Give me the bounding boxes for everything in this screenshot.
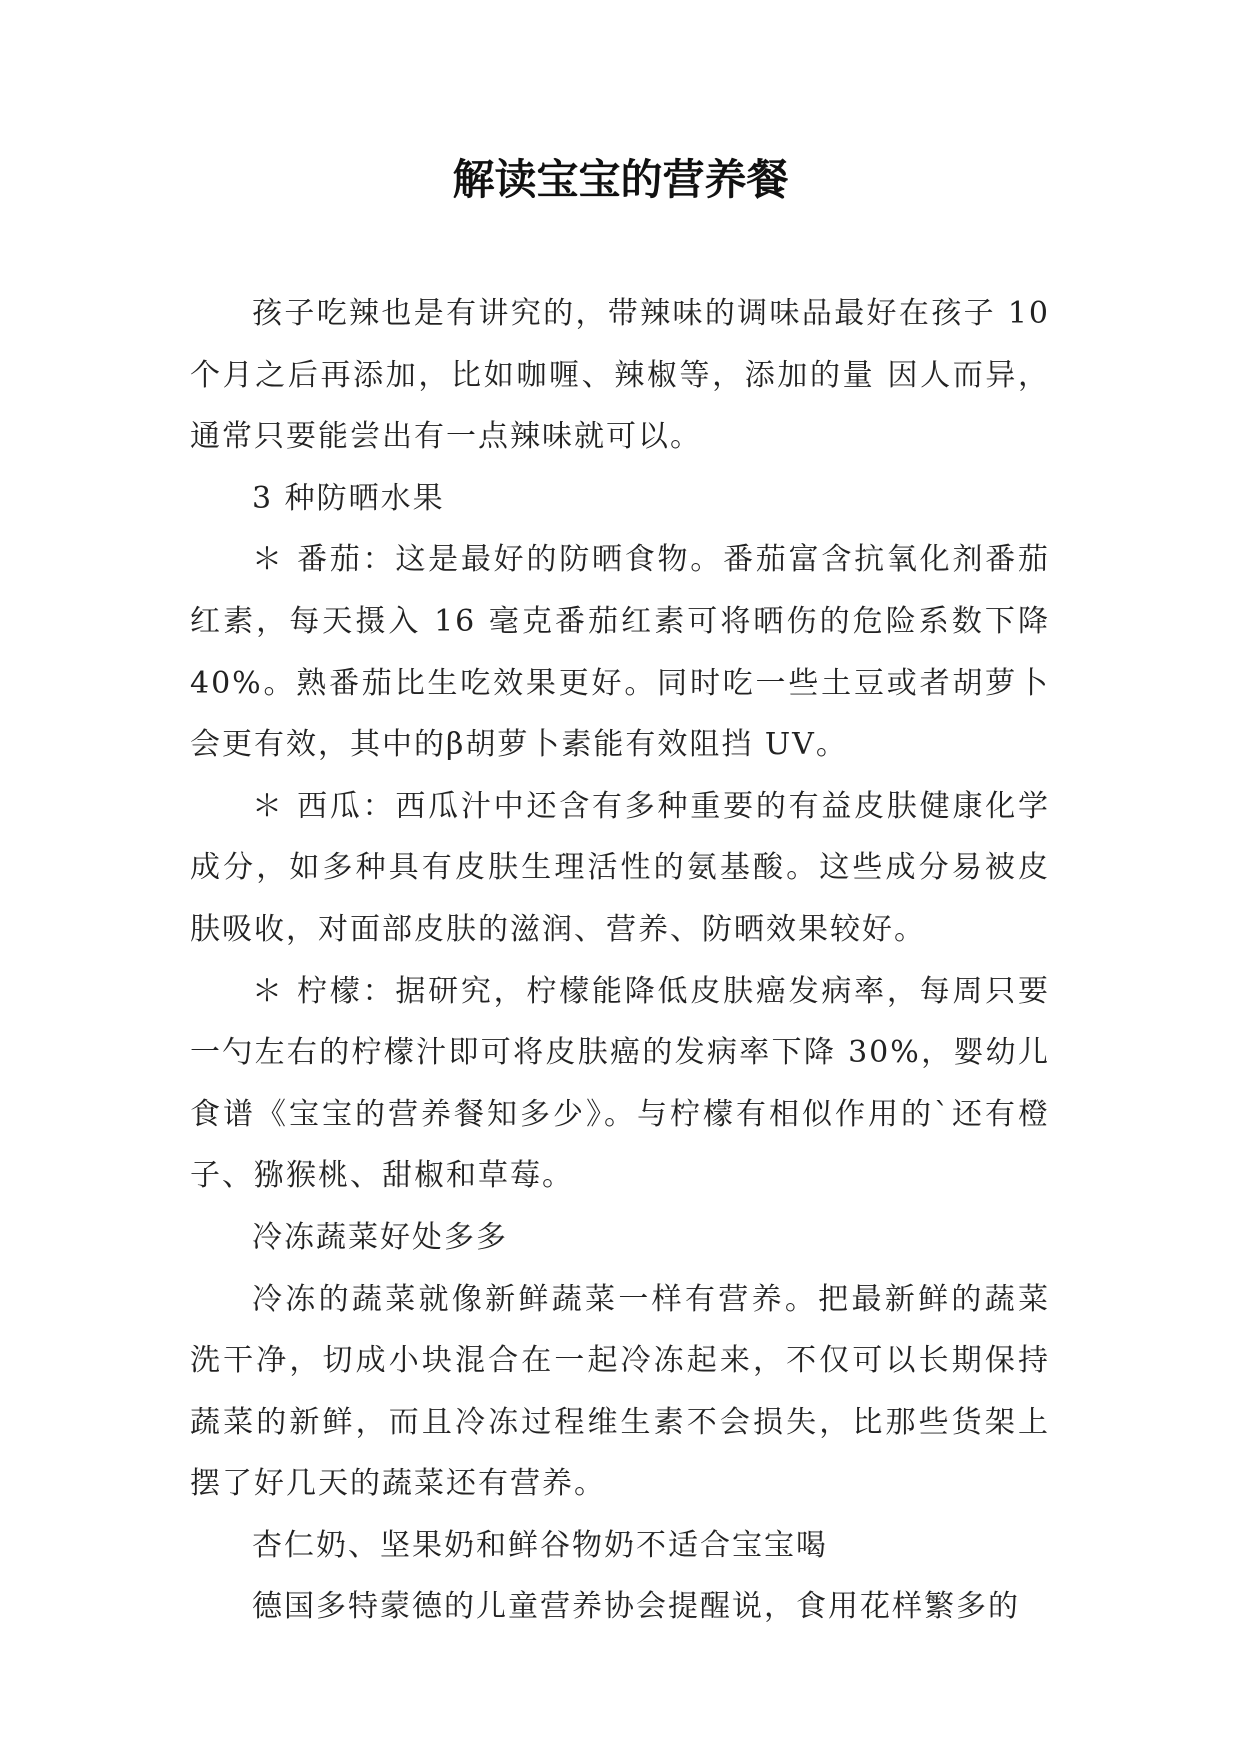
paragraph-tomato: ＊ 番茄：这是最好的防晒食物。番茄富含抗氧化剂番茄红素，每天摄入 16 毫克番茄红素可将晒伤的危险系数下降 40%。熟番茄比生吃效果更好。同时吃一些土豆或者胡萝卜会更有效，其中的β胡萝卜素能有效阻挡 UV。 <box>190 542 1050 763</box>
document-body <box>190 283 1050 1638</box>
paragraph-frozen-vegetables: 冷冻的蔬菜就像新鲜蔬菜一样有营养。把最新鲜的蔬菜洗干净，切成小块混合在一起冷冻起来，不仅可以长期保持蔬菜的新鲜，而且冷冻过程维生素不会损失，比那些货架上摆了好几天的蔬菜还有营养。 <box>190 1281 1050 1502</box>
page-title: 解读宝宝的营养餐 <box>452 155 789 204</box>
paragraph-nutrition-association: 德国多特蒙德的儿童营养协会提醒说，食用花样繁多的 <box>252 1589 1020 1625</box>
heading-sunscreen-fruits: 3 种防晒水果 <box>252 480 445 516</box>
paragraph-lemon: ＊ 柠檬：据研究，柠檬能降低皮肤癌发病率，每周只要一勺左右的柠檬汁即可将皮肤癌的发病率下降 30%，婴幼儿食谱《宝宝的营养餐知多少》。与柠檬有相似作用的`还有橙子、猕猴桃、甜椒和草莓。 <box>190 973 1050 1194</box>
paragraph-watermelon: ＊ 西瓜：西瓜汁中还含有多种重要的有益皮肤健康化学成分，如多种具有皮肤生理活性的氨基酸。这些成分易被皮肤吸收，对面部皮肤的滋润、营养、防晒效果较好。 <box>190 788 1050 947</box>
heading-nut-milk: 杏仁奶、坚果奶和鲜谷物奶不适合宝宝喝 <box>252 1527 828 1563</box>
heading-frozen-vegetables: 冷冻蔬菜好处多多 <box>252 1219 508 1255</box>
paragraph-spicy-food: 孩子吃辣也是有讲究的，带辣味的调味品最好在孩子 10 个月之后再添加，比如咖喱、辣椒等，添加的量 因人而异，通常只要能尝出有一点辣味就可以。 <box>190 296 1050 455</box>
